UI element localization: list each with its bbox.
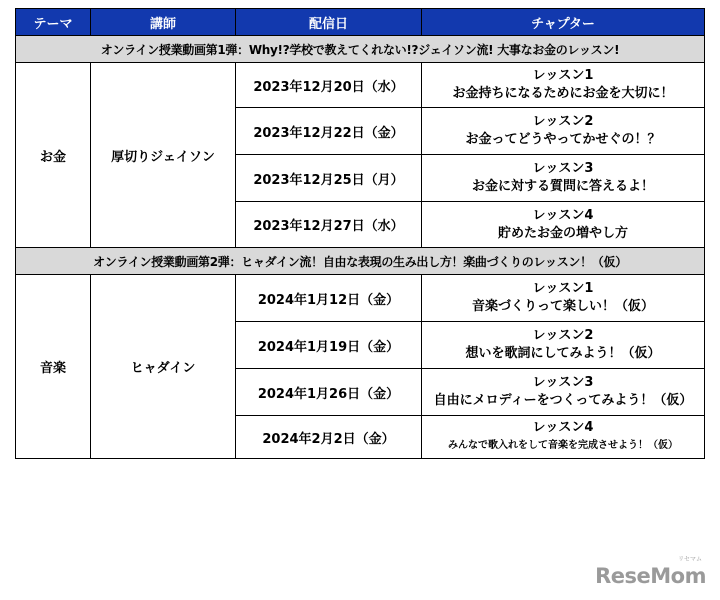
table-header-row (16, 9, 705, 36)
date-cell: 2024年2月2日（金） (236, 416, 422, 459)
theme-cell: お金 (16, 63, 91, 248)
lesson-title: 音楽づくりって楽しい！（仮） (471, 299, 654, 314)
lecturer-cell: 厚切りジェイソン (91, 63, 236, 248)
lesson-title: 想いを歌詞にしてみよう！（仮） (465, 346, 661, 361)
date-cell: 2024年1月26日（金） (236, 369, 422, 416)
chapter-cell (422, 202, 705, 248)
chapter-cell (422, 63, 705, 108)
lesson-number: レッスン3 (532, 375, 594, 390)
watermark-kana: リセマム (678, 556, 702, 563)
date-cell: 2023年12月20日（水） (236, 63, 422, 108)
chapter-cell (422, 155, 705, 202)
date-cell: 2023年12月25日（月） (236, 155, 422, 202)
lesson-number: レッスン1 (532, 68, 594, 83)
lesson-number: レッスン3 (532, 161, 594, 176)
header-chapter: チャプター (422, 9, 705, 36)
resemom-logo: ReseMom (595, 564, 706, 588)
lesson-number: レッスン4 (532, 207, 594, 223)
lesson-title: お金に対する質問に答えるよ！ (471, 179, 654, 194)
chapter-cell (422, 275, 705, 322)
section-title-row (16, 248, 705, 275)
date-cell: 2024年1月12日（金） (236, 275, 422, 322)
date-cell: 2023年12月22日（金） (236, 108, 422, 155)
lecturer-cell: ヒャダイン (91, 275, 236, 459)
section-title-row (16, 36, 705, 63)
section-title: オンライン授業動画第1弾：Why!?学校で教えてくれない!?ジェイソン流! 大事なお金のレッスン! (16, 36, 705, 63)
date-cell: 2023年12月27日（水） (236, 202, 422, 248)
chapter-cell (422, 322, 705, 369)
lesson-title: 貯めたお金の増やし方 (497, 225, 628, 241)
header-date: 配信日 (236, 9, 422, 36)
lesson-number: レッスン4 (532, 420, 594, 435)
chapter-cell (422, 108, 705, 155)
date-cell: 2024年1月19日（金） (236, 322, 422, 369)
lesson-title: お金持ちになるためにお金を大切に！ (452, 86, 674, 101)
chapter-cell (422, 369, 705, 416)
lesson-number: レッスン1 (532, 281, 594, 296)
theme-cell: 音楽 (16, 275, 91, 459)
header-theme: テーマ (16, 9, 91, 36)
lesson-title: お金ってどうやってかせぐの！？ (465, 132, 661, 147)
table-row (16, 275, 705, 322)
section-title: オンライン授業動画第2弾：ヒャダイン流！自由な表現の生み出し方！楽曲づくりのレッスン！（仮） (16, 248, 705, 275)
lesson-number: レッスン2 (532, 328, 594, 343)
header-lecturer: 講師 (91, 9, 236, 36)
schedule-table (15, 8, 705, 459)
table-row (16, 63, 705, 108)
lesson-title: 自由にメロディーをつくってみよう！（仮） (433, 393, 693, 408)
lesson-title: みんなで歌入れをして音楽を完成させよう！（仮） (448, 440, 678, 451)
lesson-number: レッスン2 (532, 114, 594, 129)
chapter-cell (422, 416, 705, 459)
